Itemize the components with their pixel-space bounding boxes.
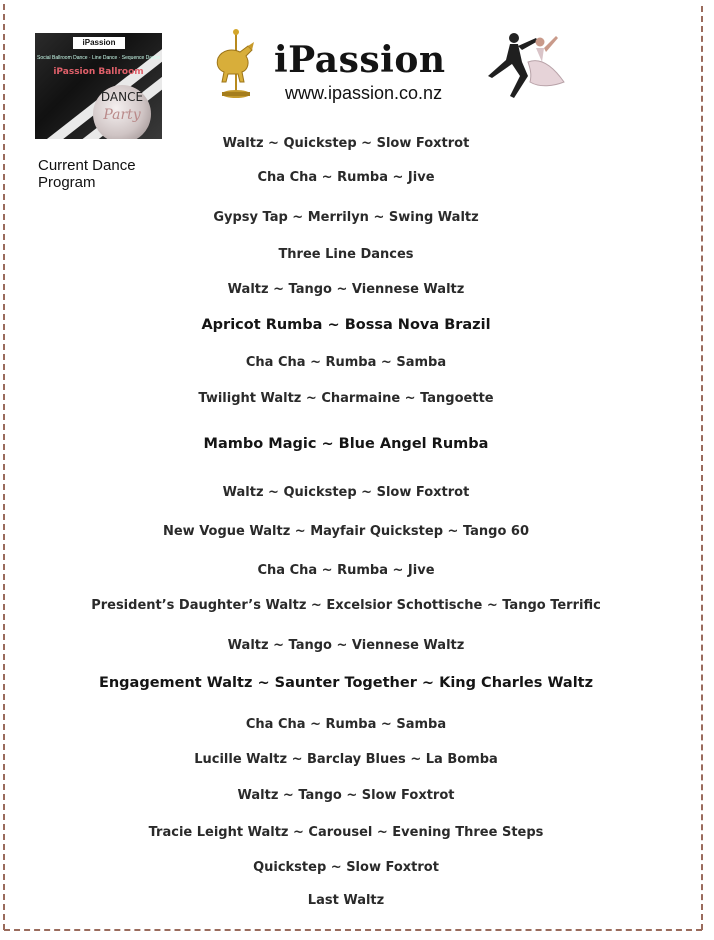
page-border-left bbox=[3, 4, 5, 930]
brand-url[interactable]: www.ipassion.co.nz bbox=[285, 83, 443, 103]
program-line: Twilight Waltz ~ Charmaine ~ Tangoette bbox=[198, 391, 494, 406]
flyer-title: iPassion Ballroom bbox=[53, 67, 144, 77]
program-line: Waltz ~ Tango ~ Viennese Waltz bbox=[227, 638, 465, 653]
program-line: Cha Cha ~ Rumba ~ Samba bbox=[245, 355, 447, 370]
program-line: Cha Cha ~ Rumba ~ Jive bbox=[257, 563, 435, 578]
brand-logo-text: iPassion bbox=[274, 39, 446, 81]
flyer-brand: iPassion bbox=[73, 37, 125, 49]
current-dance-program-caption: Current Dance Program bbox=[38, 157, 136, 191]
program-line: Waltz ~ Quickstep ~ Slow Foxtrot bbox=[222, 136, 470, 151]
program-line: Lucille Waltz ~ Barclay Blues ~ La Bomba bbox=[194, 752, 498, 767]
page-border-right bbox=[701, 6, 703, 930]
program-line: Waltz ~ Quickstep ~ Slow Foxtrot bbox=[222, 485, 470, 500]
program-line: Engagement Waltz ~ Saunter Together ~ King Charles Waltz bbox=[98, 675, 594, 691]
program-line: Cha Cha ~ Rumba ~ Jive bbox=[257, 170, 435, 185]
program-line: Waltz ~ Tango ~ Slow Foxtrot bbox=[237, 788, 455, 803]
program-line: Waltz ~ Tango ~ Viennese Waltz bbox=[227, 282, 465, 297]
program-line: Three Line Dances bbox=[278, 247, 414, 262]
program-line: Mambo Magic ~ Blue Angel Rumba bbox=[203, 436, 489, 452]
carousel-horse-icon bbox=[210, 28, 262, 100]
program-line: Cha Cha ~ Rumba ~ Samba bbox=[245, 717, 447, 732]
program-line: New Vogue Waltz ~ Mayfair Quickstep ~ Tango 60 bbox=[162, 524, 530, 539]
program-line: Last Waltz bbox=[307, 893, 385, 908]
flyer-party-text: Party bbox=[103, 107, 141, 123]
page-border-bottom bbox=[4, 929, 702, 931]
flyer-tagline: Social Ballroom Dance · Line Dance · Sequence Dance bbox=[37, 55, 160, 61]
program-line: Apricot Rumba ~ Bossa Nova Brazil bbox=[201, 317, 491, 333]
dancing-couple-icon bbox=[484, 28, 568, 108]
program-line: Gypsy Tap ~ Merrilyn ~ Swing Waltz bbox=[213, 210, 479, 225]
program-line: President’s Daughter’s Waltz ~ Excelsior Schottische ~ Tango Terrific bbox=[91, 598, 601, 613]
program-line: Tracie Leight Waltz ~ Carousel ~ Evening Three Steps bbox=[148, 825, 544, 840]
flyer-dance-text: DANCE bbox=[100, 90, 144, 104]
dance-party-flyer-image bbox=[35, 33, 162, 139]
program-line: Quickstep ~ Slow Foxtrot bbox=[253, 860, 439, 875]
